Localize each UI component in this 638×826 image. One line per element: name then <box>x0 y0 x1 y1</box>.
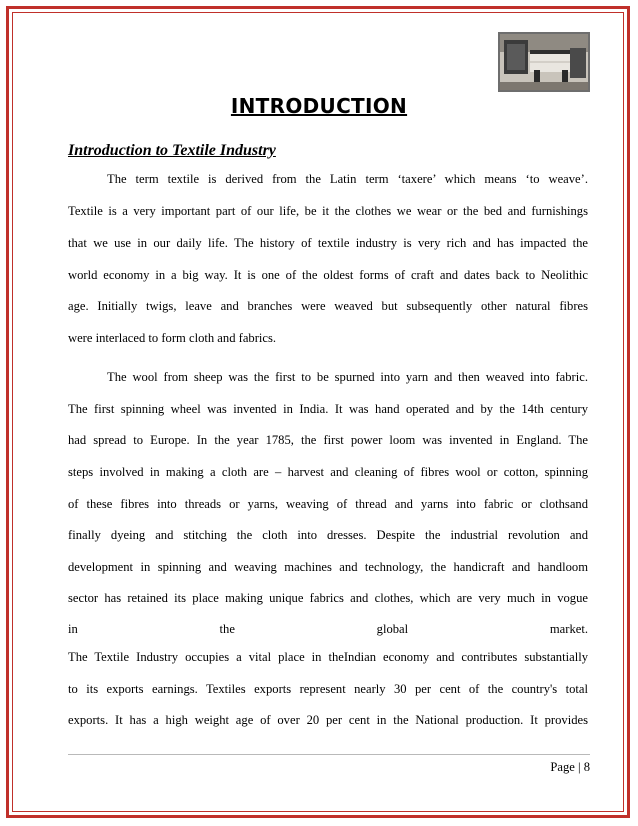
paragraph3-line: exports. It has a high weight age of over 20 per cent in the National production. It provides <box>68 713 588 727</box>
section-subtitle: Introduction to Textile Industry <box>68 142 276 159</box>
paragraph2-line: sector has retained its place making unique fabrics and clothes, which are very much in vogue <box>68 591 588 605</box>
paragraph2-line: development in spinning and weaving machines and technology, the handicraft and handloom <box>68 560 588 574</box>
paragraph1-line: that we use in our daily life. The history of textile industry is very rich and has impacted the <box>68 236 588 250</box>
paragraph2-line: of these fibres into threads or yarns, weaving of thread and yarns into fabric or clothsand <box>68 497 588 511</box>
paragraph2-line: The wool from sheep was the first to be spurned into yarn and then weaved into fabric. <box>107 370 588 384</box>
page-number: Page | 8 <box>550 760 590 774</box>
paragraph1-line: age. Initially twigs, leave and branches were weaved but subsequently other natural fibres <box>68 299 588 313</box>
paragraph1-line: The term textile is derived from the Latin term ‘taxere’ which means ‘to weave’. <box>107 172 588 186</box>
textile-loom-photo <box>498 32 590 92</box>
paragraph3-line: The Textile Industry occupies a vital place in theIndian economy and contributes substantially <box>68 650 588 664</box>
paragraph1-line: Textile is a very important part of our life, be it the clothes we wear or the bed and furnishings <box>68 204 588 218</box>
paragraph2-line: had spread to Europe. In the year 1785, the first power loom was invented in England. The <box>68 433 588 447</box>
footer-divider <box>68 754 590 755</box>
paragraph2-line: steps involved in making a cloth are – harvest and cleaning of fibres wool or cotton, spinning <box>68 465 588 479</box>
paragraph2-line: The first spinning wheel was invented in India. It was hand operated and by the 14th century <box>68 402 588 416</box>
paragraph3-line: to its exports earnings. Textiles exports represent nearly 30 per cent of the country's total <box>68 682 588 696</box>
paragraph1-line: were interlaced to form cloth and fabrics. <box>68 331 277 345</box>
page-title: INTRODUCTION <box>230 94 408 118</box>
paragraph2-line: in the global market. <box>68 622 588 636</box>
paragraph2-line: finally dyeing and stitching the cloth into dresses. Despite the industrial revolution and <box>68 528 588 542</box>
paragraph1-line: world economy in a big way. It is one of the oldest forms of craft and dates back to Neolithic <box>68 268 588 282</box>
